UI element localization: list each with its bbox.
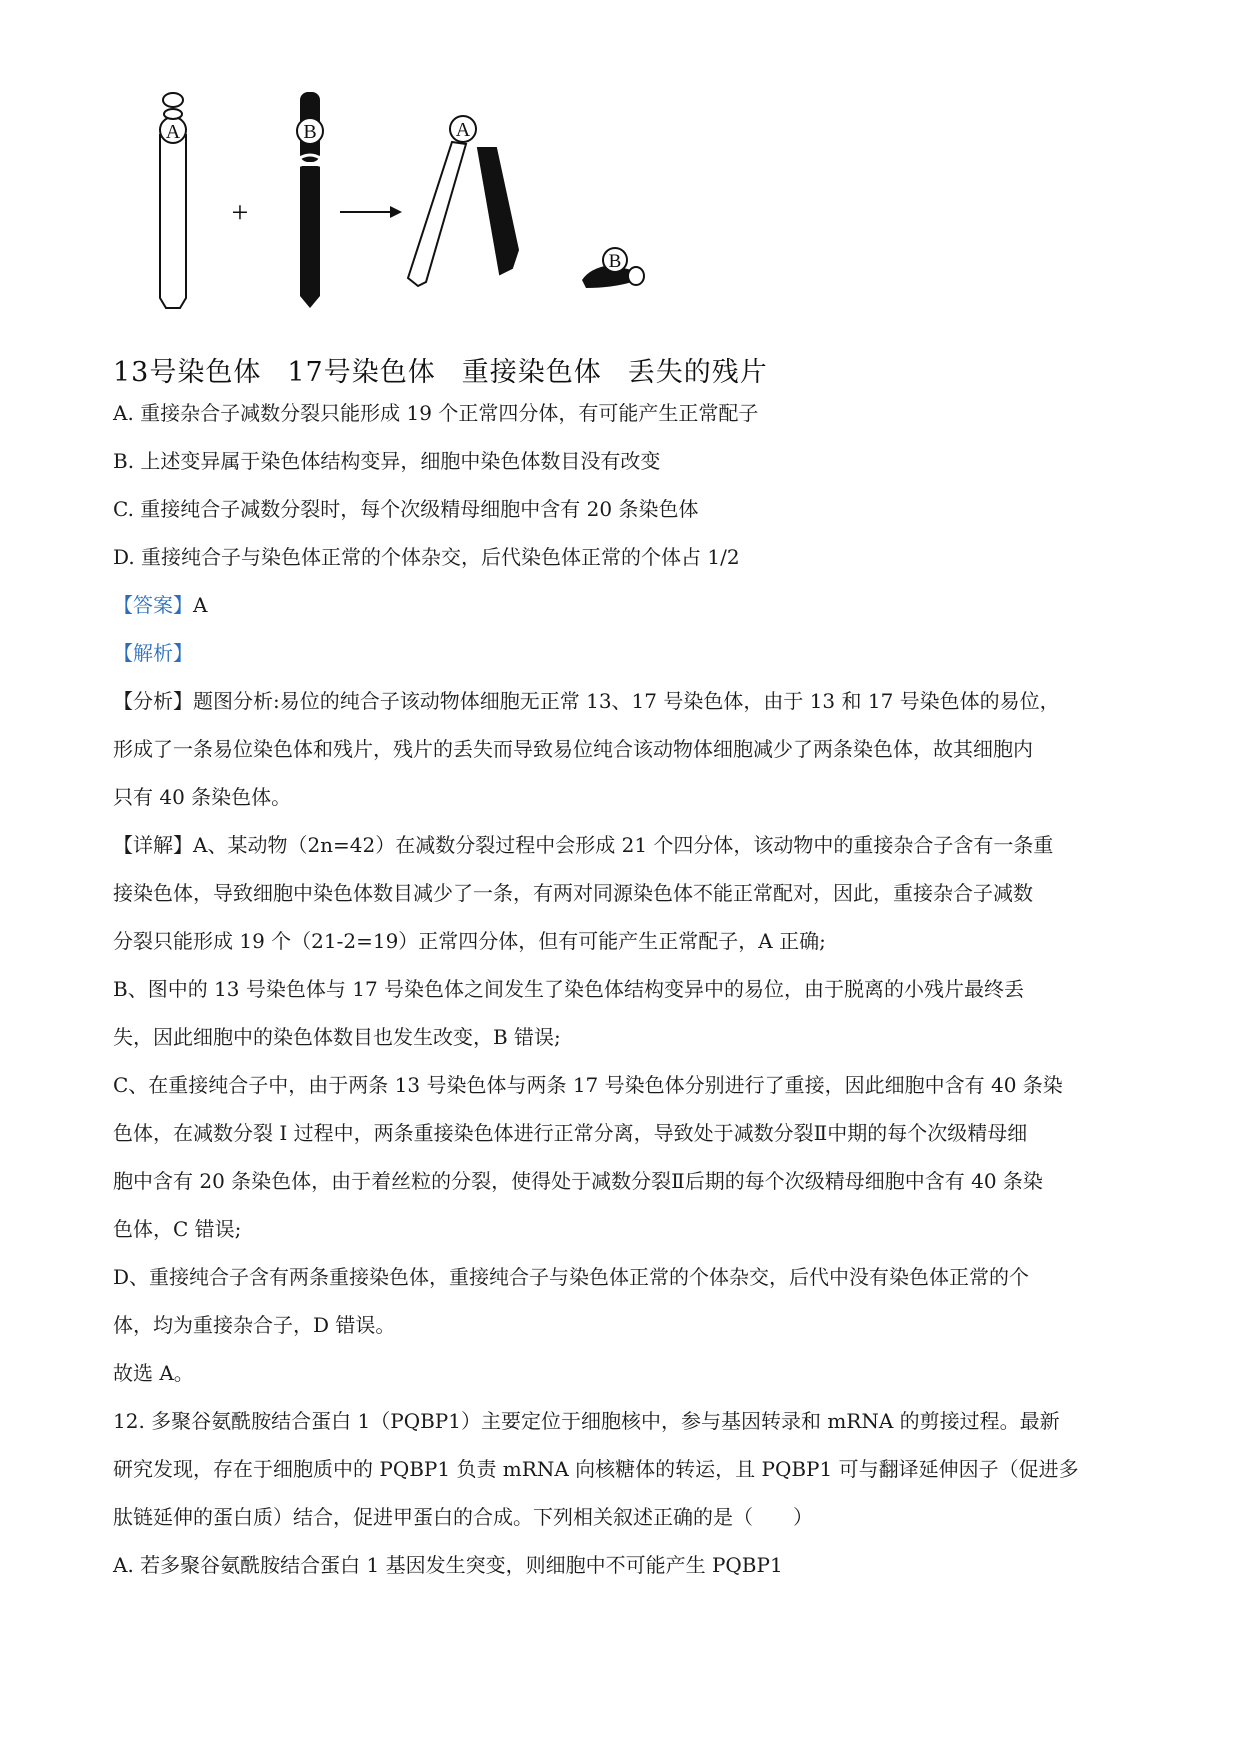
body-line: 色体，C 错误; — [113, 1217, 242, 1241]
body-line: 只有 40 条染色体。 — [113, 785, 292, 809]
label-b-right: B — [608, 251, 622, 272]
body-line: 【分析】题图分析:易位的纯合子该动物体细胞无正常 13、17 号染色体，由于 13 和 17 号染色体的易位， — [113, 689, 1060, 713]
option-c: C. 重接纯合子减数分裂时，每个次级精母细胞中含有 20 条染色体 — [113, 497, 699, 521]
caption-chromosome-17: 17号染色体 — [287, 357, 436, 388]
body-line: 形成了一条易位染色体和残片，残片的丢失而导致易位纯合该动物体细胞减少了两条染色体，故其细胞内 — [113, 737, 1033, 761]
caption-chromosome-13: 13号染色体 — [113, 357, 262, 388]
option-a: A. 重接杂合子减数分裂只能形成 19 个正常四分体，有可能产生正常配子 — [113, 401, 759, 425]
body-line: 【详解】A、某动物（2n=42）在减数分裂过程中会形成 21 个四分体，该动物中的重接杂合子含有一条重 — [113, 833, 1054, 857]
arrow-icon — [340, 206, 402, 218]
caption-lost-fragment: 丢失的残片 — [627, 357, 768, 388]
answer-tag: 【答案】 — [113, 593, 193, 617]
label-a-left: A — [165, 121, 181, 143]
body-line: 失，因此细胞中的染色体数目也发生改变，B 错误; — [113, 1025, 561, 1049]
option-b: B. 上述变异属于染色体结构变异，细胞中染色体数目没有改变 — [113, 449, 661, 473]
question-option-a: A. 若多聚谷氨酰胺结合蛋白 1 基因发生突变，则细胞中不可能产生 PQBP1 — [113, 1553, 783, 1577]
body-line: B、图中的 13 号染色体与 17 号染色体之间发生了染色体结构变异中的易位，由于脱离的小残片最终丢 — [113, 977, 1025, 1001]
body-line: 体，均为重接杂合子，D 错误。 — [113, 1313, 396, 1337]
question-line: 肽链延伸的蛋白质）结合，促进甲蛋白的合成。下列相关叙述正确的是（ ） — [113, 1505, 813, 1529]
label-b-left: B — [303, 121, 317, 143]
question-line: 12. 多聚谷氨酰胺结合蛋白 1（PQBP1）主要定位于细胞核中，参与基因转录和 mRNA 的剪接过程。最新 — [113, 1409, 1060, 1433]
plus-sign: + — [231, 196, 249, 229]
chromosome-figure — [120, 90, 820, 350]
label-a-right: A — [455, 119, 471, 141]
figure-caption — [113, 350, 794, 389]
analysis-tag: 【解析】 — [113, 641, 193, 665]
body-line: 故选 A。 — [113, 1361, 194, 1385]
body-line: 接染色体，导致细胞中染色体数目减少了一条，有两对同源染色体不能正常配对，因此，重接杂合子减数 — [113, 881, 1033, 905]
body-line: 分裂只能形成 19 个（21-2=19）正常四分体，但有可能产生正常配子，A 正确; — [113, 929, 826, 953]
question-line: 研究发现，存在于细胞质中的 PQBP1 负责 mRNA 向核糖体的转运，且 PQBP1 可与翻译延伸因子（促进多 — [113, 1457, 1079, 1481]
body-line: 色体，在减数分裂 I 过程中，两条重接染色体进行正常分离，导致处于减数分裂Ⅱ中期的每个次级精母细 — [113, 1121, 1028, 1145]
body-line: C、在重接纯合子中，由于两条 13 号染色体与两条 17 号染色体分别进行了重接，因此细胞中含有 40 条染 — [113, 1073, 1063, 1097]
body-line: D、重接纯合子含有两条重接染色体，重接纯合子与染色体正常的个体杂交，后代中没有染色体正常的个 — [113, 1265, 1030, 1289]
body-line: 胞中含有 20 条染色体，由于着丝粒的分裂，使得处于减数分裂Ⅱ后期的每个次级精母细胞中含有 40 条染 — [113, 1169, 1043, 1193]
answer-value: A — [193, 593, 208, 617]
answer-line — [113, 590, 207, 620]
caption-rearranged: 重接染色体 — [461, 357, 602, 388]
option-d: D. 重接纯合子与染色体正常的个体杂交，后代染色体正常的个体占 1/2 — [113, 545, 740, 569]
rearranged-chromosome — [408, 116, 518, 286]
